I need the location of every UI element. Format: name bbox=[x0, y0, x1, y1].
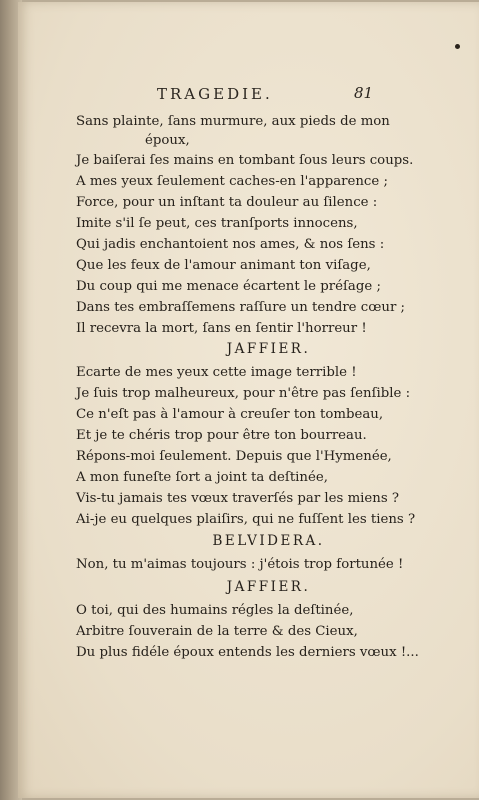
verse-line: Il recevra la mort, ſans en ſentir l'horreur ! bbox=[76, 321, 367, 336]
verse-line: Arbitre ſouverain de la terre & des Cieux, bbox=[76, 624, 358, 639]
verse-line: Du coup qui me menace écartent le préſage ; bbox=[76, 279, 381, 294]
verse-line: Je baiſerai ſes mains en tombant ſous leurs coups. bbox=[76, 153, 414, 168]
verse-line: Qui jadis enchantoient nos ames, & nos ſens : bbox=[76, 237, 385, 252]
verse-line: Vis-tu jamais tes vœux traverſés par les miens ? bbox=[76, 491, 400, 506]
verse-line-continuation: époux, bbox=[145, 133, 190, 148]
verse-line: Et je te chéris trop pour être ton bourreau. bbox=[76, 428, 367, 443]
speaker-name: JAFFIER. bbox=[226, 341, 311, 357]
verse-line: Ai-je eu quelques plaiſirs, qui ne fuſſent les tiens ? bbox=[76, 512, 416, 527]
verse-line: A mon funeſte ſort a joint ta deſtinée, bbox=[76, 470, 328, 485]
speaker-name: JAFFIER. bbox=[226, 579, 311, 595]
verse-line: Imite s'il ſe peut, ces tranſports innocens, bbox=[76, 216, 358, 231]
verse-line: Que les feux de l'amour animant ton viſage, bbox=[76, 258, 371, 273]
verse-line: Force, pour un inſtant ta douleur au ſilence : bbox=[76, 195, 378, 210]
verse-line: Ce n'eſt pas à l'amour à creuſer ton tombeau, bbox=[76, 407, 384, 422]
verse-line: O toi, qui des humains régles la deſtinée, bbox=[76, 603, 354, 618]
verse-line: Ecarte de mes yeux cette image terrible ! bbox=[76, 365, 357, 380]
page-header bbox=[0, 85, 479, 109]
verse-line: Dans tes embraſſemens raſſure un tendre cœur ; bbox=[76, 300, 406, 315]
verse-line: A mes yeux ſeulement caches-en l'apparence ; bbox=[76, 174, 388, 189]
verse-line: Du plus fidéle époux entends les derniers vœux !... bbox=[76, 645, 419, 660]
ink-spot bbox=[455, 44, 460, 49]
speaker-name: BELVIDERA. bbox=[212, 533, 325, 549]
verse-line: Je ſuis trop malheureux, pour n'être pas ſenſible : bbox=[76, 386, 411, 401]
running-title: TRAGEDIE. bbox=[157, 85, 273, 103]
page-number: 81 bbox=[354, 84, 374, 102]
verse-line: Répons-moi ſeulement. Depuis que l'Hymenée, bbox=[76, 449, 392, 464]
verse-line: Non, tu m'aimas toujours : j'étois trop fortunée ! bbox=[76, 557, 404, 572]
verse-line: Sans plainte, ſans murmure, aux pieds de mon bbox=[76, 114, 390, 129]
